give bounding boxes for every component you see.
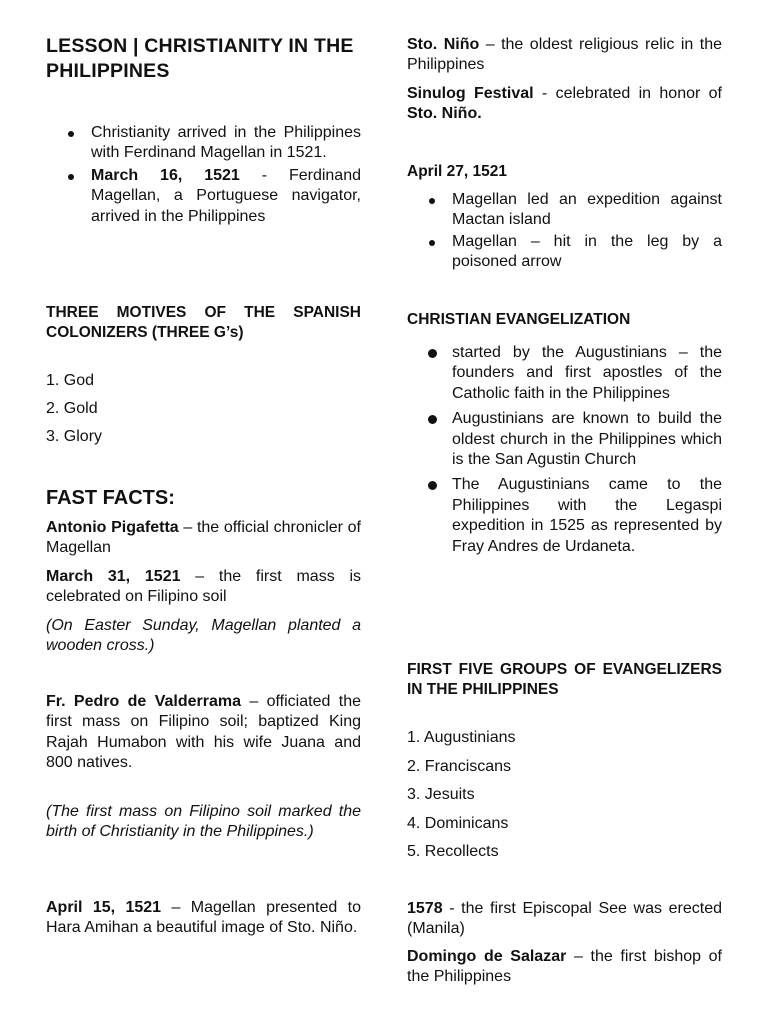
group-item: 1. Augustinians: [407, 729, 516, 746]
fact-first-mass: March 31, 1521 – the first mass is celebrated on Filipino soil: [46, 568, 362, 606]
group-item: 4. Dominicans: [407, 815, 509, 832]
fact-episcopal: 1578 - the first Episcopal See was erected (Manila): [407, 900, 722, 938]
group-item: 2. Franciscans: [407, 758, 512, 775]
evangelization-list: [407, 343, 722, 557]
list-item: The Augustinians came to the Philippines with the Legaspi expedition in 1525 as represented by Fray Andres de Urdaneta.: [407, 475, 722, 557]
group-item: 5. Recollects: [407, 843, 499, 860]
fast-facts-heading: FAST FACTS:: [46, 487, 175, 509]
april27-heading: April 27, 1521: [407, 163, 507, 180]
april27-list: [407, 190, 722, 273]
motive-item: 2. Gold: [46, 400, 98, 417]
motive-item: 3. Glory: [46, 428, 103, 445]
evangelization-heading: CHRISTIAN EVANGELIZATION: [407, 311, 631, 328]
list-item: Christianity arrived in the Philippines with Ferdinand Magellan in 1521.: [46, 123, 361, 164]
list-item: Magellan led an expedition against Mactan island: [407, 190, 722, 231]
fact-sto-nino: Sto. Niño – the oldest religious relic in the Philippines: [407, 36, 722, 74]
motives-heading: THREE MOTIVES OF THE SPANISH COLONIZERS (THREE G’s): [46, 304, 361, 341]
page-title: LESSON | CHRISTIANITY IN THE PHILIPPINES: [46, 35, 354, 82]
list-item: Augustinians are known to build the oldest church in the Philippines which is the San Agustin Church: [407, 409, 722, 470]
list-item: March 16, 1521 - Ferdinand Magellan, a Portuguese navigator, arrived in the Philippines: [46, 166, 361, 227]
motive-item: 1. God: [46, 372, 95, 389]
easter-note: (On Easter Sunday, Magellan planted a wooden cross.): [46, 617, 361, 655]
fact-april15: April 15, 1521 – Magellan presented to Hara Amihan a beautiful image of Sto. Niño.: [46, 899, 361, 937]
fact-valderrama: Fr. Pedro de Valderrama – officiated the first mass on Filipino soil; baptized King Rajah Humabon with his wife Juana and 800 natives.: [46, 693, 361, 772]
group-item: 3. Jesuits: [407, 786, 475, 803]
birth-note: (The first mass on Filipino soil marked the birth of Christianity in the Philippines.): [46, 803, 361, 841]
list-item: started by the Augustinians – the founders and first apostles of the Catholic faith in the Philippines: [407, 343, 722, 404]
fact-pigafetta: Antonio Pigafetta – the official chronicler of Magellan: [46, 519, 362, 557]
fact-salazar: Domingo de Salazar – the first bishop of the Philippines: [407, 948, 723, 986]
fact-sinulog: Sinulog Festival - celebrated in honor of Sto. Niño.: [407, 85, 722, 123]
intro-list: [46, 123, 361, 227]
groups-heading: FIRST FIVE GROUPS OF EVANGELIZERS IN THE PHILIPPINES: [407, 661, 722, 698]
list-item: Magellan – hit in the leg by a poisoned arrow: [407, 232, 722, 273]
